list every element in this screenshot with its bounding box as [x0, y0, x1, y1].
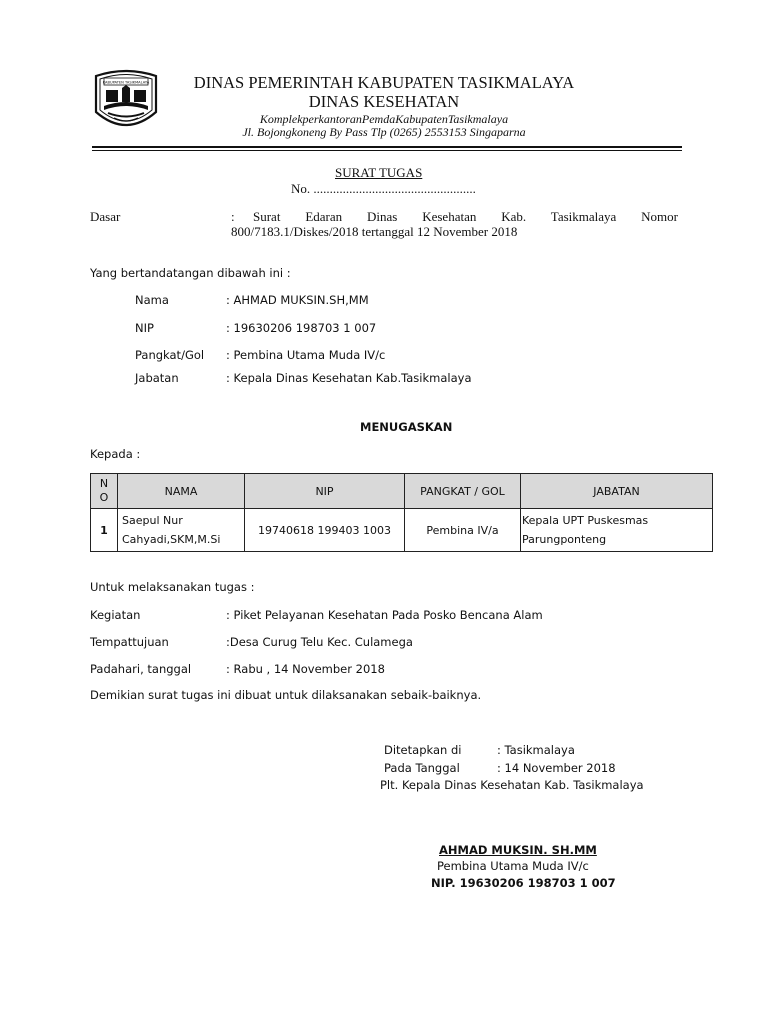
task-destination-label: Tempattujuan [90, 635, 169, 649]
table-header-row [91, 474, 713, 509]
signer-position-value: : Kepala Dinas Kesehatan Kab.Tasikmalaya [226, 371, 472, 385]
dasar-line-2: 800/7183.1/Diskes/2018 tertanggal 12 November 2018 [231, 224, 518, 239]
col-pangkat-header: PANGKAT / GOL [405, 474, 521, 509]
task-date-label: Padahari, tanggal [90, 662, 192, 676]
issued-date-label: Pada Tanggal [384, 761, 460, 775]
signer-name-value: : AHMAD MUKSIN.SH,MM [226, 293, 369, 307]
issued-date-value: : 14 November 2018 [497, 761, 616, 775]
agency-name: DINAS PEMERINTAH KABUPATEN TASIKMALAYA [193, 73, 575, 92]
task-activity-value: : Piket Pelayanan Kesehatan Pada Posko Bencana Alam [226, 608, 543, 622]
signature-rank: Pembina Utama Muda IV/c [437, 859, 589, 873]
task-activity-label: Kegiatan [90, 608, 141, 622]
row-nama [118, 509, 245, 552]
col-nama-header: NAMA [118, 474, 245, 509]
col-no-header [91, 474, 118, 509]
office-address-1: KomplekperkantoranPemdaKabupatenTasikmalaya [259, 112, 509, 126]
row-no: 1 [91, 509, 118, 552]
issued-place-label: Ditetapkan di [384, 743, 462, 757]
issued-place-value: : Tasikmalaya [497, 743, 575, 757]
department-name: DINAS KESEHATAN [308, 92, 460, 111]
signature-name: AHMAD MUKSIN. SH.MM [439, 843, 597, 857]
dasar-label: Dasar [90, 209, 121, 224]
row-jabatan-line2: Parungponteng [522, 533, 607, 546]
letter-title: SURAT TUGAS [335, 165, 423, 180]
signer-position-label: Jabatan [135, 371, 179, 385]
table-row [91, 509, 713, 552]
col-no-header-line1: N [99, 477, 109, 490]
row-nama-line1: Saepul Nur [122, 514, 183, 527]
kepada-label: Kepada : [90, 447, 141, 461]
row-jabatan [521, 509, 713, 552]
task-destination-value: :Desa Curug Telu Kec. Culamega [226, 635, 413, 649]
signer-nip-value: : 19630206 198703 1 007 [226, 321, 377, 335]
row-jabatan-line1: Kepala UPT Puskesmas [522, 514, 649, 527]
closing-statement: Demikian surat tugas ini dibuat untuk dilaksanakan sebaik-baiknya. [90, 688, 482, 702]
signer-rank-value: : Pembina Utama Muda IV/c [226, 348, 386, 362]
logo-label: KABUPATEN TASIKMALAYA [102, 80, 150, 85]
signer-nip-label: NIP [135, 321, 154, 335]
row-nip: 19740618 199403 1003 [245, 509, 405, 552]
col-nip-header: NIP [245, 474, 405, 509]
assignment-heading: MENUGASKAN [360, 420, 453, 434]
col-jabatan-header: JABATAN [521, 474, 713, 509]
row-pangkat: Pembina IV/a [405, 509, 521, 552]
dasar-colon: : [231, 209, 235, 224]
signer-rank-label: Pangkat/Gol [135, 348, 205, 362]
col-no-header-line2: O [99, 491, 109, 504]
signer-intro: Yang bertandatangan dibawah ini : [90, 266, 291, 280]
office-address-2: Jl. Bojongkoneng By Pass Tlp (0265) 2553153 Singaparna [242, 125, 526, 139]
header-rule-thick [92, 146, 682, 148]
letter-number: No. .................................................. [291, 181, 476, 196]
signature-nip: NIP. 19630206 198703 1 007 [431, 876, 616, 890]
regency-emblem-logo [92, 68, 160, 132]
row-nama-line2: Cahyadi,SKM,M.Si [122, 533, 221, 546]
header-rule-thin [92, 150, 682, 151]
signer-name-label: Nama [135, 293, 169, 307]
task-date-value: : Rabu , 14 November 2018 [226, 662, 385, 676]
signer-office: Plt. Kepala Dinas Kesehatan Kab. Tasikmalaya [380, 778, 644, 792]
dasar-line-1: Surat Edaran Dinas Kesehatan Kab. Tasikmalaya Nomor [253, 209, 678, 224]
task-intro: Untuk melaksanakan tugas : [90, 580, 255, 594]
assignee-table [90, 473, 713, 552]
